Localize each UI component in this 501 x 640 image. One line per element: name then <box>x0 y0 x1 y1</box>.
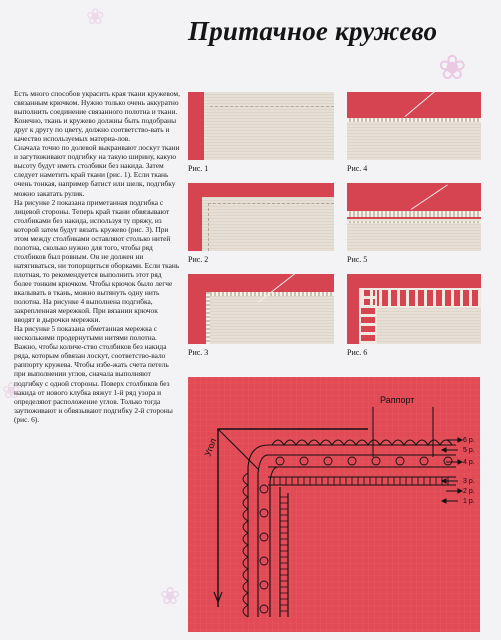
paragraph: Сначала точно по долевой выкраивают лоскут ткани и загутюживают подгибку на такую ширину, какую высоту будут иметь столбики без накида. Затем следует наметить край ткани (рис. 1). Если ткань очень тонкая, например батист или шелк, подгибку можно закатать рулик. <box>14 143 180 198</box>
crochet-chart-svg <box>188 377 480 632</box>
row-label: 6 р. <box>463 437 475 444</box>
row-label: 5 р. <box>463 447 475 454</box>
row-label: 4 р. <box>463 459 475 466</box>
corner-label: Угол <box>202 436 219 458</box>
repeat-label: Раппорт <box>380 395 415 405</box>
paragraph: На рисунке 5 показана обметанная мережка с несколькими продернутыми нитями полотна. Важно, чтобы количе-ство столбиков без накида ряда, которым обвязан лоскут, соответство-вало раппорту кружева. Чтобы избе-жать счета петель при выполнении углов, сначала выполняют подгибку с одной стороны. Поверх столбиков без накида от нового клубка вяжут 1-й ряд узора и определяют расположение углов. Только тогда заутюживают и обвязывают подгибку 2-й стороны (рис. 6). <box>14 324 173 424</box>
butterfly-decoration-icon: ❀ <box>438 50 467 87</box>
figure-1-photo <box>188 92 334 160</box>
row-label: 3 р. <box>463 478 475 485</box>
paragraph: Есть много способов украсить края ткани кружевом, связанным крючком. Нужно только очень аккуратно выполнить соединение связанного полотна и ткани. Конечно, ткань и кружево должны быть подобраны друг к другу по цвету, должно соответство-вать и качество используемых материа-лов. <box>14 89 180 144</box>
figure-2-caption: Рис. 2 <box>188 255 209 264</box>
figure-6-photo <box>347 274 481 344</box>
figure-2-photo <box>188 183 334 251</box>
figure-4-photo <box>347 92 481 160</box>
page-title: Притачное кружево <box>188 16 438 46</box>
butterfly-decoration-icon: ❀ <box>160 584 181 610</box>
figure-1-caption: Рис. 1 <box>188 164 209 173</box>
row-label: 2 р. <box>463 488 475 495</box>
figure-3-caption: Рис. 3 <box>188 348 209 357</box>
crochet-chart-diagram <box>188 377 480 632</box>
paragraph: На рисунке 2 показана приметанная подгибка с лицевой стороны. Теперь край ткани обвязывают столбиками без накида, используя ту пряжу, из которой затем будут вязать кружево (рис. 3). При этом между столбиками оставляют столько нитей полотна, сколько нужно для того, чтобы ряд столбиков был ровным. Он не должен ни натягиваться, ни топорщиться оборками. Если ткань плотная, то рекомендуется выполнить этот ряд более тонким крючком. Чтобы крючок было легче вкалывать в ткань, можно вытянуть одну нить полотна. На рисунке 4 выполнена подгибка, закрепленная мережкой. При вязании крючок вводят в дырочки мережки. <box>14 197 180 325</box>
butterfly-decoration-icon: ❀ <box>2 378 21 403</box>
figure-5-photo <box>347 183 481 251</box>
figure-5-caption: Рис. 5 <box>347 255 368 264</box>
row-label: 1 р. <box>463 498 475 505</box>
figure-4-caption: Рис. 4 <box>347 164 368 173</box>
figure-3-photo <box>188 274 334 344</box>
figure-6-caption: Рис. 6 <box>347 348 368 357</box>
butterfly-decoration-icon: ❀ <box>86 4 105 29</box>
article-text <box>14 89 180 424</box>
